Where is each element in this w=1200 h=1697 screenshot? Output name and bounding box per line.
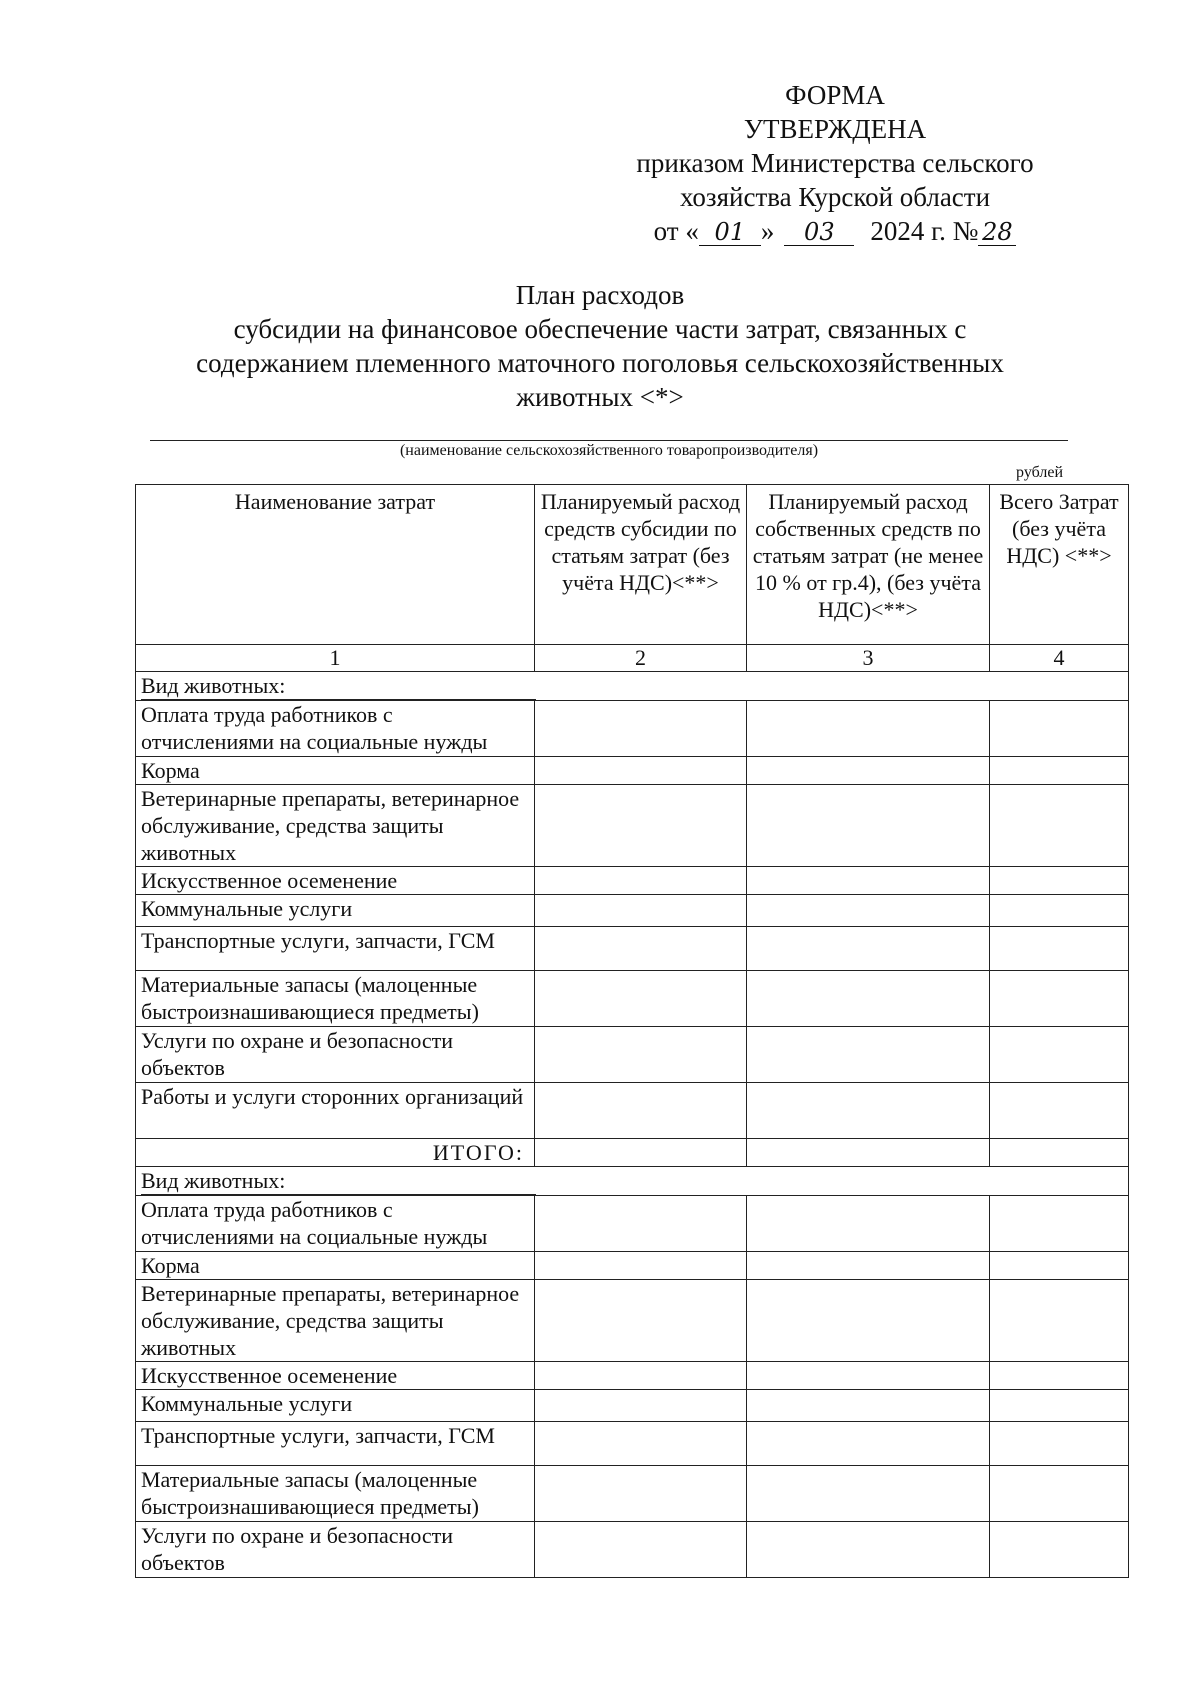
total-label: ИТОГО: bbox=[136, 1139, 535, 1167]
order-day: 01 bbox=[699, 219, 761, 246]
total-amount-cell[interactable] bbox=[990, 1196, 1129, 1252]
expense-plan-table bbox=[135, 484, 1129, 1578]
order-line-2: хозяйства Курской области bbox=[679, 182, 991, 212]
own-funds-amount-cell[interactable] bbox=[747, 785, 990, 867]
expense-name: Транспортные услуги, запчасти, ГСМ bbox=[136, 927, 535, 971]
column-number-row bbox=[136, 645, 1129, 672]
own-funds-amount-cell[interactable] bbox=[747, 1280, 990, 1362]
total-subsidy-cell[interactable] bbox=[535, 1139, 747, 1167]
subsidy-amount-cell[interactable] bbox=[535, 785, 747, 867]
total-all-cell[interactable] bbox=[990, 1139, 1129, 1167]
own-funds-amount-cell[interactable] bbox=[747, 1522, 990, 1578]
expense-name: Корма bbox=[136, 757, 535, 785]
expense-row bbox=[136, 1083, 1129, 1139]
subsidy-amount-cell[interactable] bbox=[535, 757, 747, 785]
expense-row bbox=[136, 701, 1129, 757]
header-own-funds: Планируемый расход собственных средств по статьям затрат (не менее 10 % от гр.4), (без учёта НДС)<**> bbox=[747, 485, 990, 645]
animal-type-label: Вид животных: bbox=[141, 1168, 536, 1195]
order-line-1: приказом Министерства сельского bbox=[636, 148, 1034, 178]
expense-name: Ветеринарные препараты, ветеринарное обслуживание, средства защиты животных bbox=[136, 785, 535, 867]
header-row bbox=[136, 485, 1129, 645]
expense-row bbox=[136, 1027, 1129, 1083]
animal-type-label: Вид животных: bbox=[141, 673, 536, 700]
total-amount-cell[interactable] bbox=[990, 927, 1129, 971]
producer-name-line bbox=[150, 440, 1068, 441]
title-line-1: План расходов bbox=[515, 280, 685, 310]
approved-label: УТВЕРЖДЕНА bbox=[743, 114, 927, 144]
subsidy-amount-cell[interactable] bbox=[535, 971, 747, 1027]
expense-row bbox=[136, 895, 1129, 927]
own-funds-amount-cell[interactable] bbox=[747, 701, 990, 757]
expense-row bbox=[136, 785, 1129, 867]
subsidy-amount-cell[interactable] bbox=[535, 895, 747, 927]
expense-name: Услуги по охране и безопасности объектов bbox=[136, 1522, 535, 1578]
expense-name: Корма bbox=[136, 1252, 535, 1280]
order-month: 03 bbox=[784, 219, 854, 246]
order-date-line bbox=[600, 214, 1070, 248]
total-amount-cell[interactable] bbox=[990, 1280, 1129, 1362]
own-funds-amount-cell[interactable] bbox=[747, 971, 990, 1027]
expense-row bbox=[136, 971, 1129, 1027]
column-number: 3 bbox=[747, 645, 990, 672]
title-line-2: субсидии на финансовое обеспечение части затрат, связанных с bbox=[233, 314, 967, 344]
total-amount-cell[interactable] bbox=[990, 1466, 1129, 1522]
title-line-4: животных <*> bbox=[516, 382, 684, 412]
subsidy-amount-cell[interactable] bbox=[535, 867, 747, 895]
total-amount-cell[interactable] bbox=[990, 1390, 1129, 1422]
total-amount-cell[interactable] bbox=[990, 971, 1129, 1027]
own-funds-amount-cell[interactable] bbox=[747, 1422, 990, 1466]
order-number: 28 bbox=[978, 219, 1016, 246]
expense-row bbox=[136, 1390, 1129, 1422]
subsidy-amount-cell[interactable] bbox=[535, 1083, 747, 1139]
expense-name: Материальные запасы (малоценные быстроизнашивающиеся предметы) bbox=[136, 971, 535, 1027]
expense-row bbox=[136, 927, 1129, 971]
own-funds-amount-cell[interactable] bbox=[747, 1083, 990, 1139]
expense-name: Искусственное осеменение bbox=[136, 867, 535, 895]
expense-name: Транспортные услуги, запчасти, ГСМ bbox=[136, 1422, 535, 1466]
subsidy-amount-cell[interactable] bbox=[535, 701, 747, 757]
own-funds-amount-cell[interactable] bbox=[747, 1196, 990, 1252]
expense-name: Работы и услуги сторонних организаций bbox=[136, 1083, 535, 1139]
own-funds-amount-cell[interactable] bbox=[747, 1252, 990, 1280]
order-year: 2024 г. № bbox=[870, 216, 979, 246]
section-row bbox=[136, 672, 1129, 701]
currency-label: рублей bbox=[1016, 464, 1063, 481]
total-amount-cell[interactable] bbox=[990, 895, 1129, 927]
subsidy-amount-cell[interactable] bbox=[535, 1280, 747, 1362]
total-amount-cell[interactable] bbox=[990, 701, 1129, 757]
total-amount-cell[interactable] bbox=[990, 867, 1129, 895]
expense-row bbox=[136, 1280, 1129, 1362]
subsidy-amount-cell[interactable] bbox=[535, 1522, 747, 1578]
total-row bbox=[136, 1139, 1129, 1167]
column-number: 4 bbox=[990, 645, 1129, 672]
expense-row bbox=[136, 867, 1129, 895]
subsidy-amount-cell[interactable] bbox=[535, 927, 747, 971]
expense-row bbox=[136, 1252, 1129, 1280]
expense-row bbox=[136, 1466, 1129, 1522]
expense-row bbox=[136, 1196, 1129, 1252]
header-total: Всего Затрат (без учёта НДС) <**> bbox=[990, 485, 1129, 645]
own-funds-amount-cell[interactable] bbox=[747, 895, 990, 927]
total-amount-cell[interactable] bbox=[990, 785, 1129, 867]
column-number: 1 bbox=[136, 645, 535, 672]
subsidy-amount-cell[interactable] bbox=[535, 1362, 747, 1390]
subsidy-amount-cell[interactable] bbox=[535, 1196, 747, 1252]
expense-row bbox=[136, 1422, 1129, 1466]
expense-name: Оплата труда работников с отчислениями на социальные нужды bbox=[136, 1196, 535, 1252]
total-own-funds-cell[interactable] bbox=[747, 1139, 990, 1167]
document-title bbox=[150, 278, 1050, 414]
expense-name: Услуги по охране и безопасности объектов bbox=[136, 1027, 535, 1083]
own-funds-amount-cell[interactable] bbox=[747, 1466, 990, 1522]
subsidy-amount-cell[interactable] bbox=[535, 1390, 747, 1422]
own-funds-amount-cell[interactable] bbox=[747, 1362, 990, 1390]
own-funds-amount-cell[interactable] bbox=[747, 1027, 990, 1083]
producer-caption: (наименование сельскохозяйственного товаропроизводителя) bbox=[399, 442, 819, 459]
expense-row bbox=[136, 1522, 1129, 1578]
subsidy-amount-cell[interactable] bbox=[535, 1422, 747, 1466]
own-funds-amount-cell[interactable] bbox=[747, 757, 990, 785]
subsidy-amount-cell[interactable] bbox=[535, 1252, 747, 1280]
total-amount-cell[interactable] bbox=[990, 757, 1129, 785]
title-line-3: содержанием племенного маточного поголовья сельскохозяйственных bbox=[196, 348, 1004, 378]
expense-name: Материальные запасы (малоценные быстроизнашивающиеся предметы) bbox=[136, 1466, 535, 1522]
total-amount-cell[interactable] bbox=[990, 1422, 1129, 1466]
expense-name: Оплата труда работников с отчислениями на социальные нужды bbox=[136, 701, 535, 757]
own-funds-amount-cell[interactable] bbox=[747, 867, 990, 895]
section-cell bbox=[136, 1167, 1129, 1196]
expense-name: Ветеринарные препараты, ветеринарное обслуживание, средства защиты животных bbox=[136, 1280, 535, 1362]
total-amount-cell[interactable] bbox=[990, 1522, 1129, 1578]
total-amount-cell[interactable] bbox=[990, 1362, 1129, 1390]
approval-block bbox=[600, 78, 1070, 248]
total-amount-cell[interactable] bbox=[990, 1027, 1129, 1083]
date-mid: » bbox=[760, 216, 775, 246]
section-row bbox=[136, 1167, 1129, 1196]
subsidy-amount-cell[interactable] bbox=[535, 1027, 747, 1083]
section-cell bbox=[136, 672, 1129, 701]
expense-name: Коммунальные услуги bbox=[136, 1390, 535, 1422]
own-funds-amount-cell[interactable] bbox=[747, 927, 990, 971]
total-amount-cell[interactable] bbox=[990, 1252, 1129, 1280]
header-cost-name: Наименование затрат bbox=[136, 485, 535, 645]
expense-name: Искусственное осеменение bbox=[136, 1362, 535, 1390]
date-prefix: от « bbox=[653, 216, 699, 246]
expense-row bbox=[136, 757, 1129, 785]
column-number: 2 bbox=[535, 645, 747, 672]
expense-name: Коммунальные услуги bbox=[136, 895, 535, 927]
own-funds-amount-cell[interactable] bbox=[747, 1390, 990, 1422]
header-subsidy: Планируемый расход средств субсидии по статьям затрат (без учёта НДС)<**> bbox=[535, 485, 747, 645]
subsidy-amount-cell[interactable] bbox=[535, 1466, 747, 1522]
expense-row bbox=[136, 1362, 1129, 1390]
form-label: ФОРМА bbox=[785, 80, 885, 110]
total-amount-cell[interactable] bbox=[990, 1083, 1129, 1139]
